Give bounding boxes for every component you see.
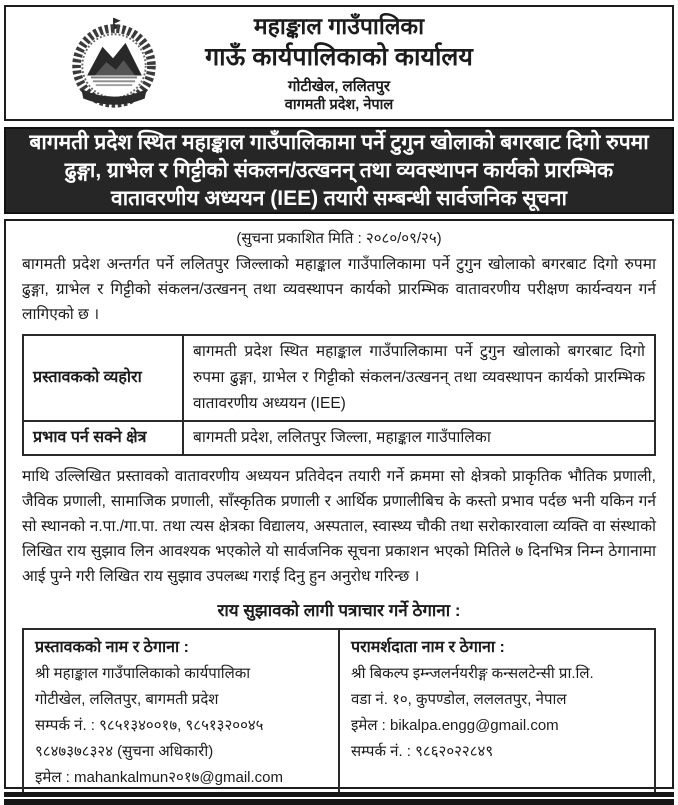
next-banner-cutoff	[4, 792, 674, 805]
letterhead	[4, 5, 674, 121]
consultant-address: वडा नं. १०, कुपण्डोल, लललतपुर, नेपाल	[351, 691, 567, 708]
proposer-contact-cell	[23, 629, 339, 797]
notice-title-banner	[4, 127, 674, 214]
correspondence-heading: राय सुझावको लागी पत्राचार गर्ने ठेगाना :	[217, 601, 461, 620]
body-paragraph: माथि उल्लिखित प्रस्तावको वातावरणीय अध्ययन प्रतिवेदन तयारी गर्ने क्रममा सो क्षेत्रको प्राकृतिक भौतिक प्रणाली, जैविक प्रणाली, सामाजिक प्रणाली, साँस्कृतिक प्रणाली र आर्थिक प्रणालीबिच के कस्तो प्रभाव पर्दछ भनी यकिन गर्न सो स्थानको न.पा./गा.पा. तथा त्यस क्षेत्रका विद्यालय, अस्पताल, स्वास्थ्य चौकी तथा सरोकारवाला व्यक्ति वा संस्थाको लिखित राय सुझाव लिन आवश्यक भएकोले यो सार्वजनिक सूचना प्रकाशन भएको मितिले ७ दिनभित्र निम्न ठेगानामा आई पुग्ने गरी लिखित राय सुझाव उपलब्ध गराई दिनु हुन अनुरोध गरिन्छ ।	[22, 468, 656, 585]
proposer-email: इमेल : mahankalmun२०१७@gmail.com	[35, 769, 284, 786]
proposal-details-table	[22, 334, 656, 456]
intro-paragraph: बागमती प्रदेश अन्तर्गत पर्ने ललितपुर जिल्लाको महाङ्काल गाउँपालिकामा पर्ने टुगुन खोलाको बगरबाट दिगो रुपमा ढुङ्गा, ग्राभेल र गिट्टीको संकलन/उत्खनन् तथा व्यवस्थापन कार्यको प्रारम्भिक वातावरणीय परीक्षण कार्यन्वयन गर्न लागिएको छ ।	[22, 256, 656, 323]
consultant-contact-cell	[339, 629, 655, 797]
proposer-address: गोटीखेल, ललितपुर, बागमती प्रदेश	[35, 691, 219, 708]
municipality-name: महाङ्काल गाउँपालिका	[253, 13, 425, 39]
contacts-table	[22, 628, 656, 798]
table-row	[23, 335, 655, 421]
impact-area-label: प्रभाव पर्न सक्ने क्षेत्र	[23, 421, 183, 455]
office-address-line2: वागमती प्रदेश, नेपाल	[284, 97, 394, 114]
table-row	[23, 421, 655, 455]
letterhead-text	[6, 13, 672, 114]
office-address-line1: गोटीखेल, ललितपुर	[288, 77, 390, 95]
proposer-name: श्री महाङ्काल गाउँपालिकाको कार्यपालिका	[35, 665, 251, 682]
proposal-detail-label: प्रस्तावकको व्यहोरा	[23, 335, 183, 421]
impact-area-value: बागमती प्रदेश, ललितपुर जिल्ला, महाङ्काल गाउँपालिका	[183, 421, 655, 455]
published-date: (सुचना प्रकाशित मिति : २०८०/०९/२५)	[236, 230, 442, 247]
table-row	[23, 629, 655, 797]
consultant-phone: सम्पर्क नं. : ९८६२०२२८४९	[351, 743, 494, 760]
notice-body	[4, 219, 674, 789]
consultant-name: श्री बिकल्प इम्न्जलर्नयरीङ्ग कन्सलटेन्सी प्रा.लि.	[351, 665, 594, 682]
proposer-phone-2: ९८४७३७८३२४ (सुचना अधिकारी)	[35, 743, 214, 760]
proposal-detail-value: बागमती प्रदेश स्थित महाङ्काल गाउँपालिकामा पर्ने टुगुन खोलाको बगरबाट दिगो रुपमा ढुङ्गा, ग्राभेल र गिट्टीको संकलन/उत्खनन् तथा व्यवस्थापन कार्यको प्रारम्भिक वातावरणीय अध्ययन (IEE)	[183, 335, 655, 421]
consultant-email: इमेल : bikalpa.engg@gmail.com	[351, 717, 559, 734]
notice-title: बागमती प्रदेश स्थित महाङ्काल गाउँपालिकामा पर्ने टुगुन खोलाको बगरबाट दिगो रुपमा ढुङ्गा, ग्राभेल र गिट्टीको संकलन/उत्खनन् तथा व्यवस्थापन कार्यको प्रारम्भिक वातावरणीय अध्ययन (IEE) तयारी सम्बन्धी सार्वजनिक सूचना	[29, 130, 649, 210]
consultant-heading: परामर्शदाता नाम र ठेगाना :	[351, 639, 505, 656]
proposer-phone: सम्पर्क नं. : ९८५१३४००१७, ९८५१३२००४५	[35, 717, 264, 734]
office-name: गाऊँ कार्यपालिकाको कार्यालय	[205, 43, 473, 72]
banner-fill	[4, 799, 674, 805]
proposer-heading: प्रस्तावकको नाम र ठेगाना :	[35, 639, 189, 656]
